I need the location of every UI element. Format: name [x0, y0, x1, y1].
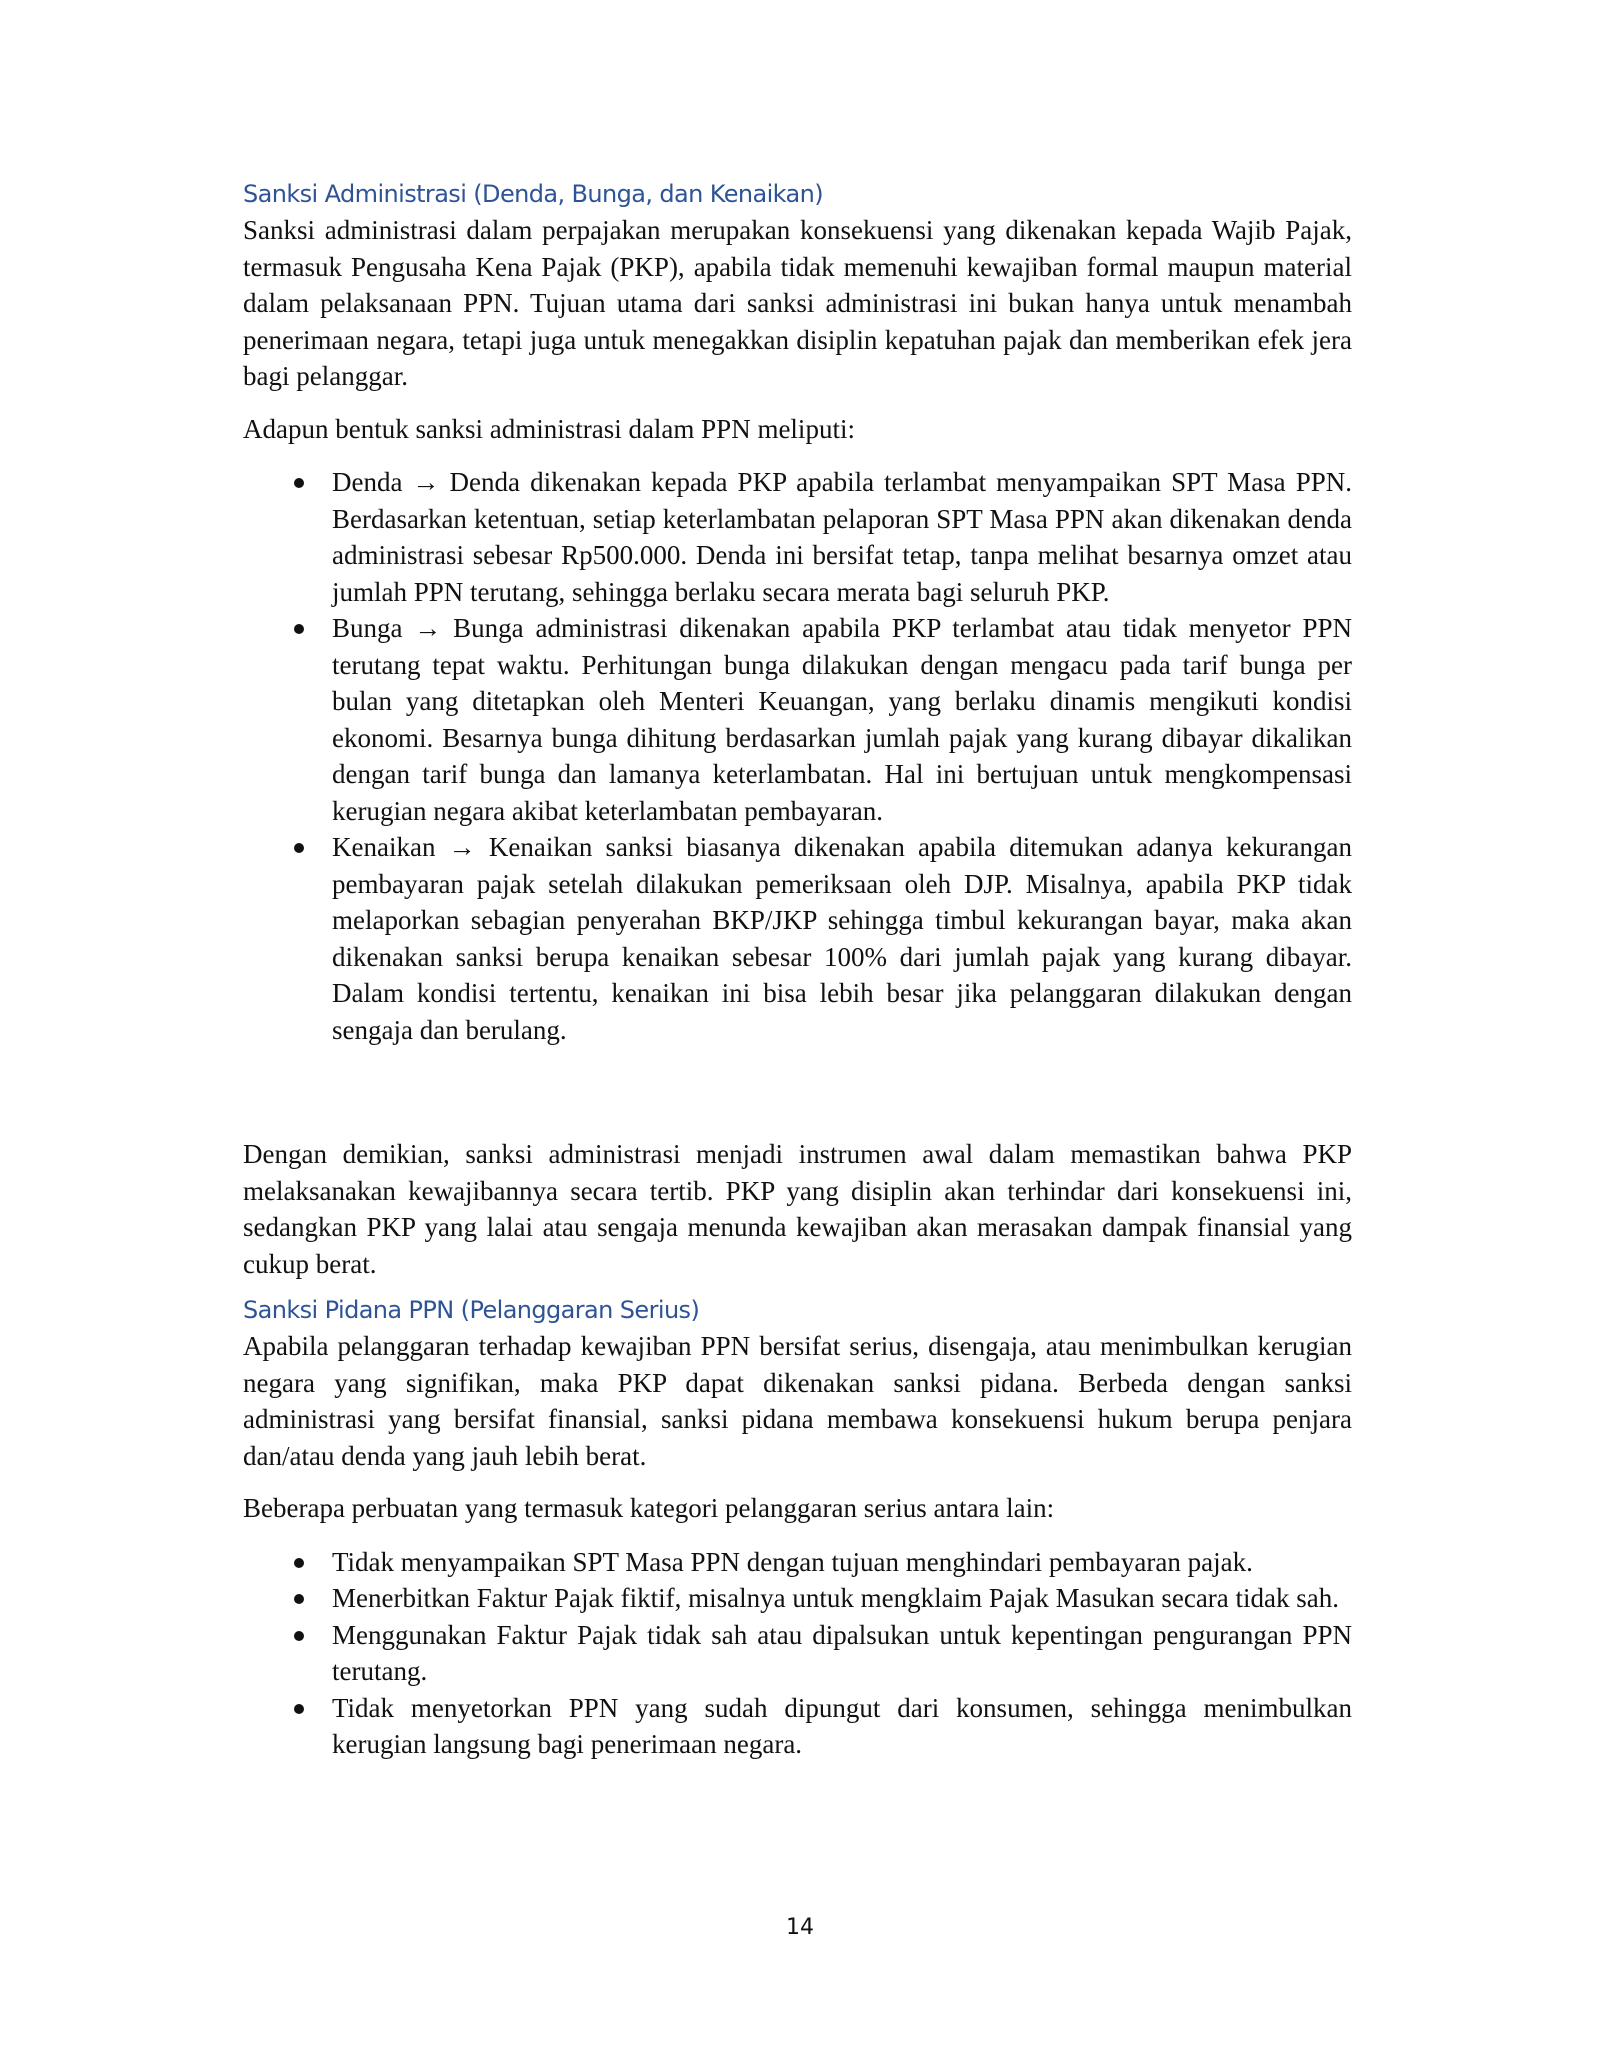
list-item	[243, 464, 1352, 610]
list-item-text: Kenaikan → Kenaikan sanksi biasanya dikenakan apabila ditemukan adanya kekurangan pembayaran pajak setelah dilakukan pemeriksaan oleh DJP. Misalnya, apabila PKP tidak melaporkan sebagian penyerahan BKP/JKP sehingga timbul kekurangan bayar, maka akan dikenakan sanksi berupa kenaikan sebesar 100% dari jumlah pajak yang kurang dibayar. Dalam kondisi tertentu, kenaikan ini bisa lebih besar jika pelanggaran dilakukan dengan sengaja dan berulang.	[332, 832, 1352, 1045]
paragraph-lead: Adapun bentuk sanksi administrasi dalam PPN meliputi:	[243, 413, 855, 444]
list-item-text: Tidak menyampaikan SPT Masa PPN dengan tujuan menghindari pembayaran pajak.	[332, 1546, 1253, 1577]
bullet-list-sanksi-administrasi	[243, 464, 1352, 1048]
page-number: 14	[786, 1915, 814, 1940]
list-item-text: Menggunakan Faktur Pajak tidak sah atau dipalsukan untuk kepentingan pengurangan PPN terutang.	[332, 1619, 1352, 1686]
list-item	[243, 1690, 1352, 1763]
list-item	[243, 829, 1352, 1048]
list-item-text: Menerbitkan Faktur Pajak fiktif, misalnya untuk mengklaim Pajak Masukan secara tidak sah.	[332, 1583, 1340, 1613]
list-item	[243, 1580, 1352, 1617]
list-item-text: Tidak menyetorkan PPN yang sudah dipungut dari konsumen, sehingga menimbulkan kerugian langsung bagi penerimaan negara.	[332, 1692, 1352, 1759]
list-item-text: Denda → Denda dikenakan kepada PKP apabila terlambat menyampaikan SPT Masa PPN. Berdasarkan ketentuan, setiap keterlambatan pelaporan SPT Masa PPN akan dikenakan denda administrasi sebesar Rp500.000. Denda ini bersifat tetap, tanpa melihat besarnya omzet atau jumlah PPN terutang, sehingga berlaku secara merata bagi seluruh PKP.	[332, 467, 1352, 607]
section-heading-sanksi-administrasi: Sanksi Administrasi (Denda, Bunga, dan Kenaikan)	[243, 180, 824, 208]
paragraph-pidana-lead: Beberapa perbuatan yang termasuk kategori pelanggaran serius antara lain:	[243, 1493, 1055, 1523]
bullet-list-pelanggaran-serius	[243, 1544, 1352, 1763]
list-item	[243, 610, 1352, 829]
paragraph-conclusion: Dengan demikian, sanksi administrasi menjadi instrumen awal dalam memastikan bahwa PKP melaksanakan kewajibannya secara tertib. PKP yang disiplin akan terhindar dari konsekuensi ini, sedangkan PKP yang lalai atau sengaja menunda kewajiban akan merasakan dampak finansial yang cukup berat.	[243, 1139, 1352, 1279]
paragraph-intro: Sanksi administrasi dalam perpajakan merupakan konsekuensi yang dikenakan kepada Wajib Pajak, termasuk Pengusaha Kena Pajak (PKP), apabila tidak memenuhi kewajiban formal maupun material dalam pelaksanaan PPN. Tujuan utama dari sanksi administrasi ini bukan hanya untuk menambah penerimaan negara, tetapi juga untuk menegakkan disiplin kepatuhan pajak dan memberikan efek jera bagi pelanggar.	[243, 215, 1352, 391]
document-page	[243, 176, 1352, 1763]
section-heading-sanksi-pidana: Sanksi Pidana PPN (Pelanggaran Serius)	[243, 1296, 700, 1324]
list-item-text: Bunga → Bunga administrasi dikenakan apabila PKP terlambat atau tidak menyetor PPN terutang tepat waktu. Perhitungan bunga dilakukan dengan mengacu pada tarif bunga per bulan yang ditetapkan oleh Menteri Keuangan, yang berlaku dinamis mengikuti kondisi ekonomi. Besarnya bunga dihitung berdasarkan jumlah pajak yang kurang dibayar dikalikan dengan tarif bunga dan lamanya keterlambatan. Hal ini bertujuan untuk mengkompensasi kerugian negara akibat keterlambatan pembayaran.	[332, 613, 1352, 826]
list-item	[243, 1617, 1352, 1690]
list-item	[243, 1544, 1352, 1581]
paragraph-pidana-intro: Apabila pelanggaran terhadap kewajiban PPN bersifat serius, disengaja, atau menimbulkan kerugian negara yang signifikan, maka PKP dapat dikenakan sanksi pidana. Berbeda dengan sanksi administrasi yang bersifat finansial, sanksi pidana membawa konsekuensi hukum berupa penjara dan/atau denda yang jauh lebih berat.	[243, 1331, 1352, 1471]
